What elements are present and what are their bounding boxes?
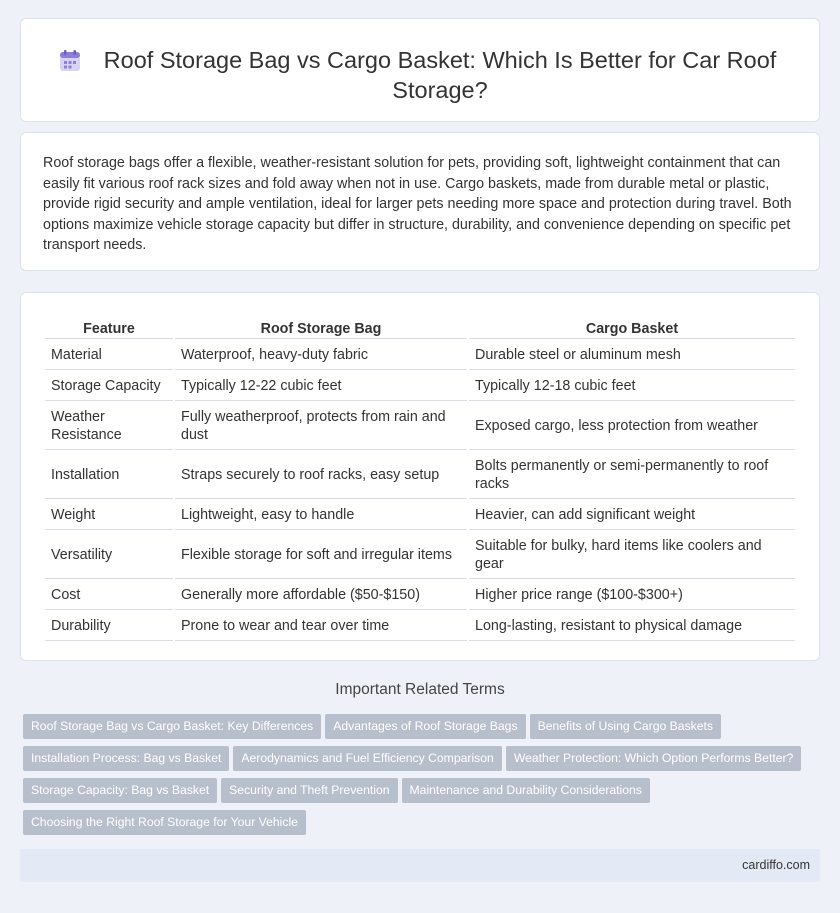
column-header-cargo-basket: Cargo Basket bbox=[469, 315, 795, 339]
intro-paragraph: Roof storage bags offer a flexible, weather-resistant solution for pets, providing soft, lightweight containment that can easily fit various roof rack sizes and fold away when not in use. Cargo baskets, made from durable metal or plastic, provide rigid security and ample ventilation, ideal for larger pets needing more space and protection during travel. Both options maximize vehicle storage capacity but differ in structure, durability, and convenience depending on specific pet transport needs. bbox=[43, 155, 792, 254]
roof-bag-cell: Fully weatherproof, protects from rain and dust bbox=[175, 403, 467, 450]
related-term-tag[interactable]: Weather Protection: Which Option Performs Better? bbox=[506, 746, 802, 771]
related-term-tag[interactable]: Roof Storage Bag vs Cargo Basket: Key Differences bbox=[23, 714, 321, 739]
roof-bag-cell: Typically 12-22 cubic feet bbox=[175, 372, 467, 401]
table-row bbox=[45, 501, 795, 530]
table-row bbox=[45, 403, 795, 450]
related-terms-heading: Important Related Terms bbox=[335, 681, 505, 698]
roof-bag-cell: Prone to wear and tear over time bbox=[175, 612, 467, 641]
column-header-roof-storage-bag: Roof Storage Bag bbox=[175, 315, 467, 339]
related-term-tag[interactable]: Maintenance and Durability Considerations bbox=[402, 778, 650, 803]
related-term-tag[interactable]: Benefits of Using Cargo Baskets bbox=[530, 714, 721, 739]
cargo-basket-cell: Bolts permanently or semi-permanently to roof racks bbox=[469, 452, 795, 499]
title-card bbox=[20, 18, 820, 122]
cargo-basket-cell: Long-lasting, resistant to physical damage bbox=[469, 612, 795, 641]
table-row bbox=[45, 532, 795, 579]
feature-cell: Storage Capacity bbox=[45, 372, 173, 401]
related-term-tag[interactable]: Storage Capacity: Bag vs Basket bbox=[23, 778, 217, 803]
roof-bag-cell: Straps securely to roof racks, easy setup bbox=[175, 452, 467, 499]
table-row bbox=[45, 341, 795, 370]
roof-bag-cell: Lightweight, easy to handle bbox=[175, 501, 467, 530]
comparison-table bbox=[43, 313, 797, 643]
footer bbox=[20, 849, 820, 882]
related-term-tag[interactable]: Advantages of Roof Storage Bags bbox=[325, 714, 525, 739]
table-row bbox=[45, 612, 795, 641]
page-title: Roof Storage Bag vs Cargo Basket: Which Is Better for Car Roof Storage? bbox=[103, 47, 777, 103]
feature-cell: Weather Resistance bbox=[45, 403, 173, 450]
roof-bag-cell: Generally more affordable ($50-$150) bbox=[175, 581, 467, 610]
cargo-basket-cell: Suitable for bulky, hard items like coolers and gear bbox=[469, 532, 795, 579]
related-term-tag[interactable]: Aerodynamics and Fuel Efficiency Comparison bbox=[233, 746, 501, 771]
related-term-tag[interactable]: Security and Theft Prevention bbox=[221, 778, 397, 803]
feature-cell: Installation bbox=[45, 452, 173, 499]
related-terms-list bbox=[23, 714, 823, 842]
related-term-tag[interactable]: Choosing the Right Roof Storage for Your Vehicle bbox=[23, 810, 306, 835]
cargo-basket-cell: Higher price range ($100-$300+) bbox=[469, 581, 795, 610]
feature-cell: Durability bbox=[45, 612, 173, 641]
footer-site-link[interactable]: cardiffo.com bbox=[742, 858, 810, 872]
comparison-table-card bbox=[20, 292, 820, 661]
table-row bbox=[45, 452, 795, 499]
intro-card bbox=[20, 132, 820, 271]
roof-bag-cell: Flexible storage for soft and irregular items bbox=[175, 532, 467, 579]
cargo-basket-cell: Typically 12-18 cubic feet bbox=[469, 372, 795, 401]
cargo-basket-cell: Durable steel or aluminum mesh bbox=[469, 341, 795, 370]
column-header-feature: Feature bbox=[45, 315, 173, 339]
table-row bbox=[45, 372, 795, 401]
table-header-row bbox=[45, 315, 795, 339]
feature-cell: Weight bbox=[45, 501, 173, 530]
cargo-basket-cell: Heavier, can add significant weight bbox=[469, 501, 795, 530]
cargo-basket-cell: Exposed cargo, less protection from weather bbox=[469, 403, 795, 450]
calendar-icon bbox=[57, 48, 83, 74]
table-row bbox=[45, 581, 795, 610]
feature-cell: Material bbox=[45, 341, 173, 370]
roof-bag-cell: Waterproof, heavy-duty fabric bbox=[175, 341, 467, 370]
feature-cell: Cost bbox=[45, 581, 173, 610]
related-term-tag[interactable]: Installation Process: Bag vs Basket bbox=[23, 746, 229, 771]
feature-cell: Versatility bbox=[45, 532, 173, 579]
